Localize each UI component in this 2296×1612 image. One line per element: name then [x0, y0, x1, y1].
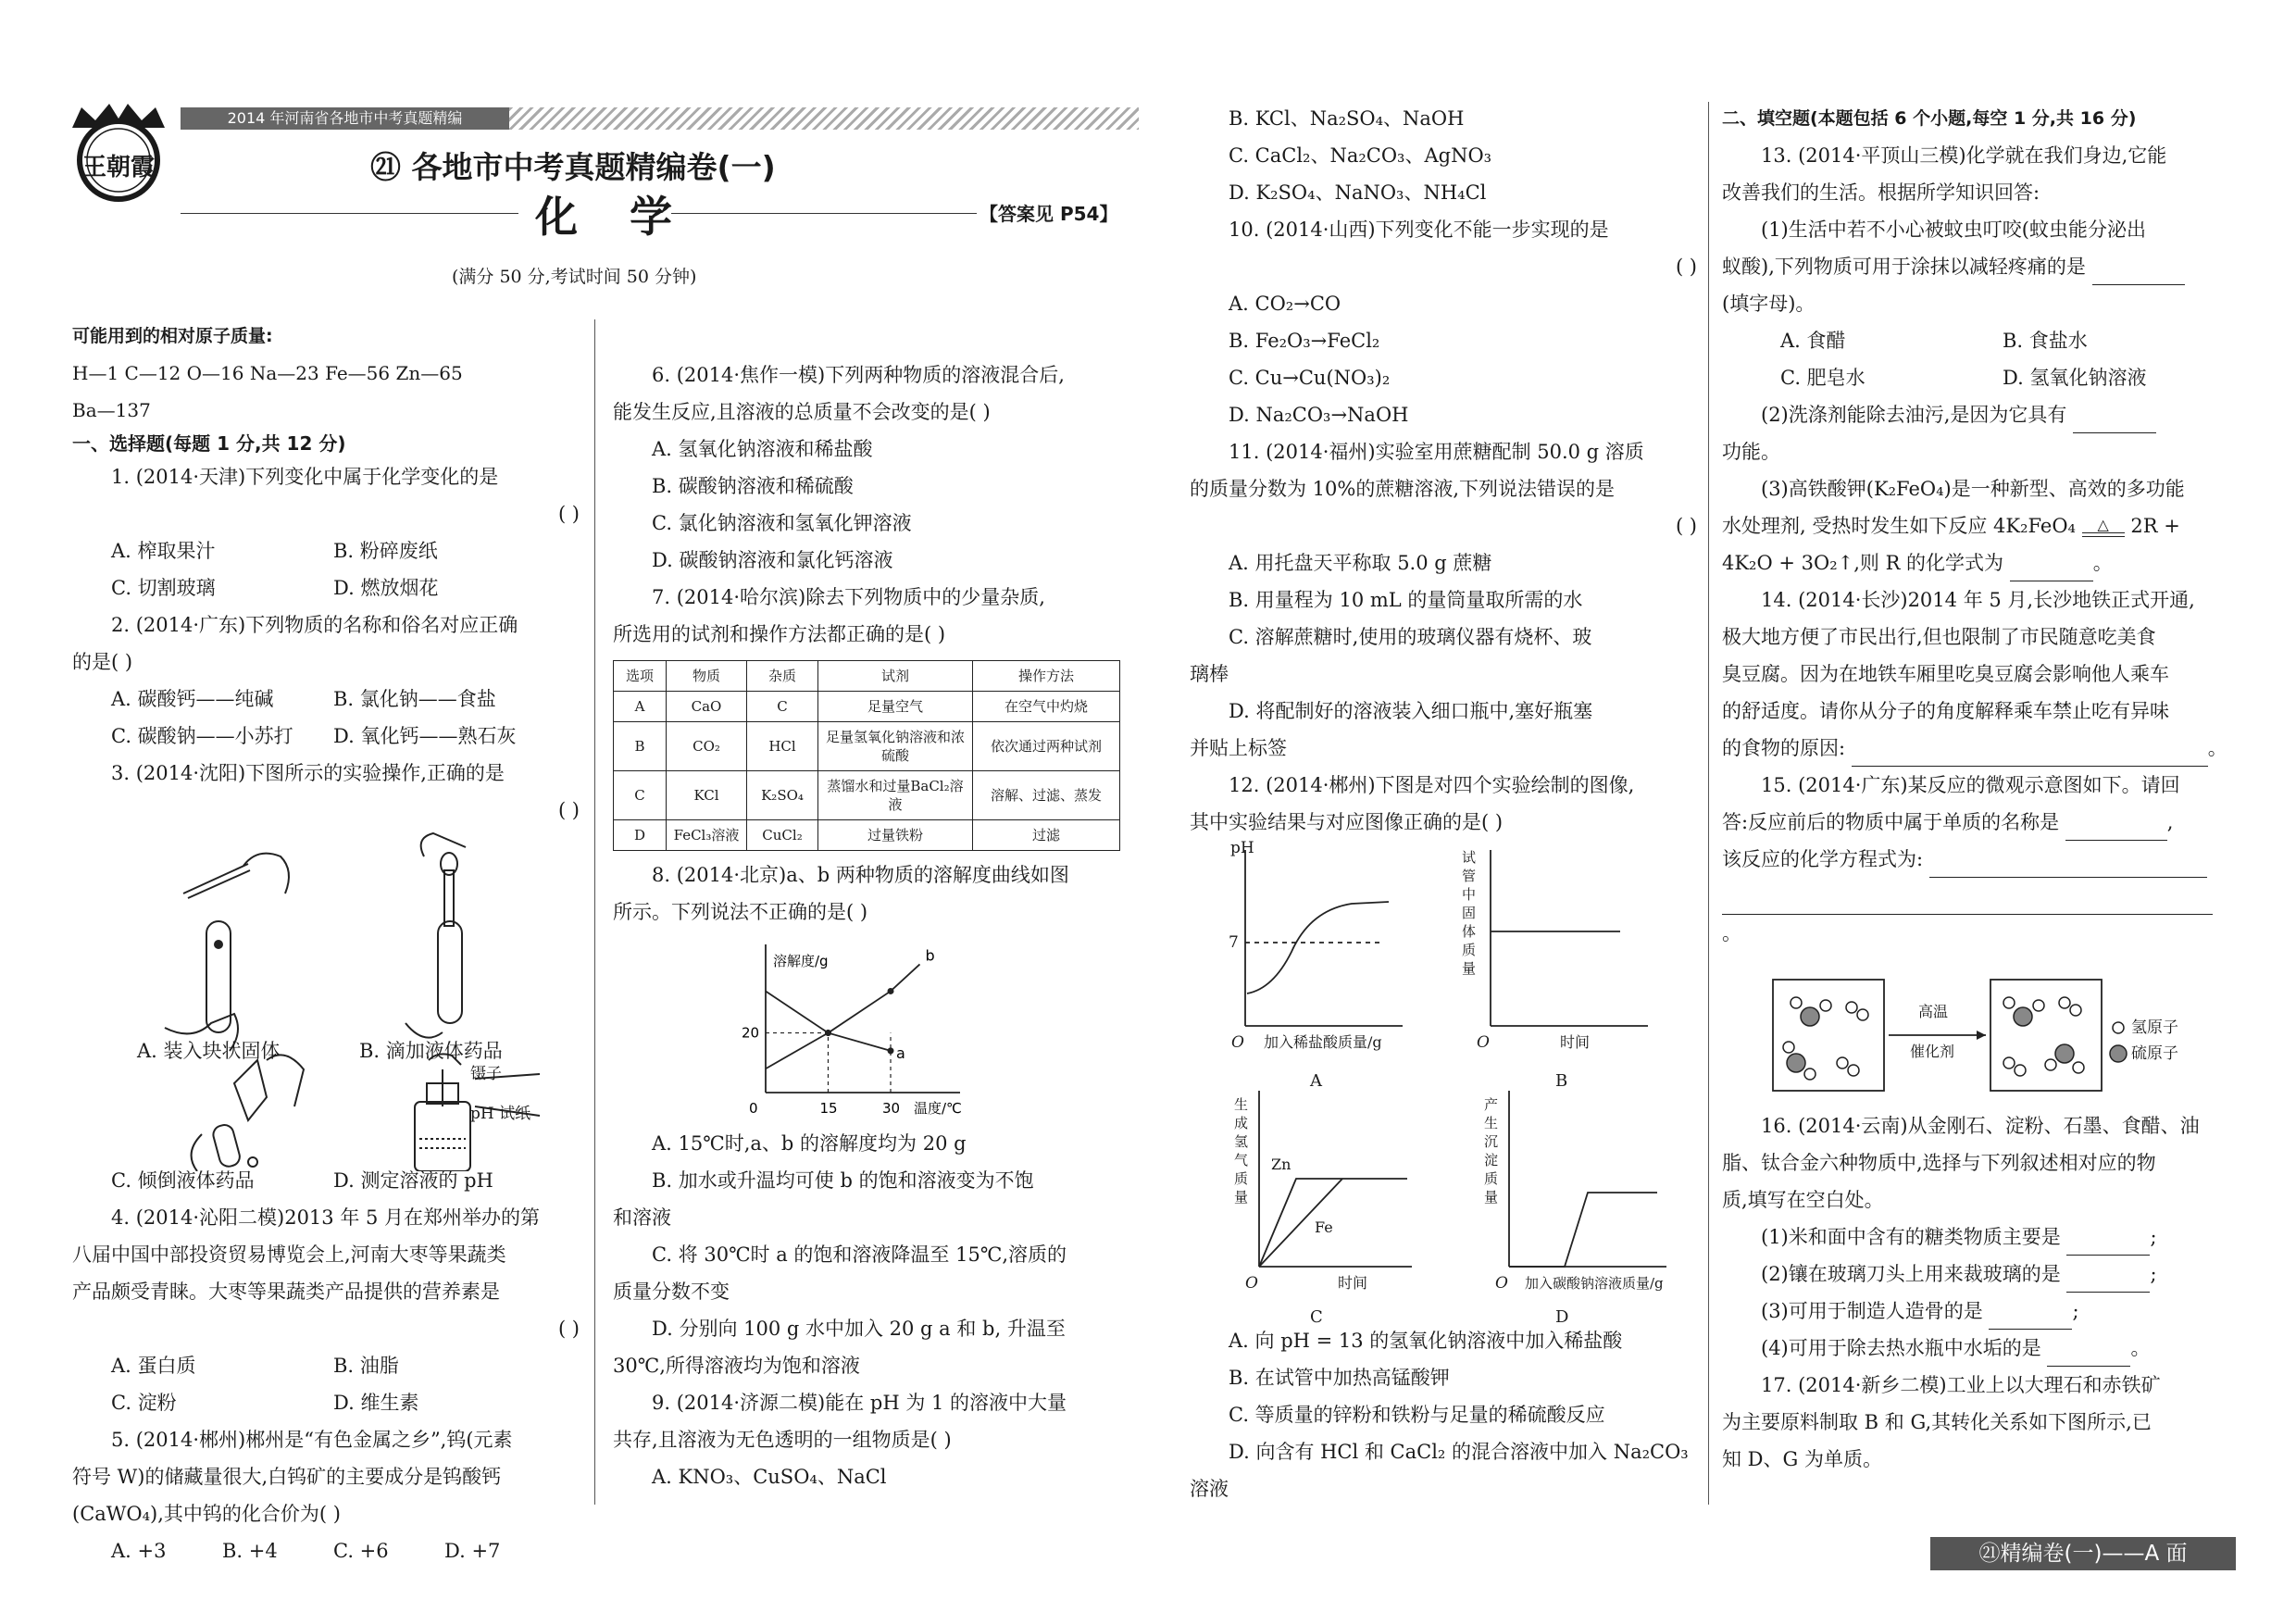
reaction-arrow: [2082, 518, 2125, 537]
options-row: [72, 1384, 580, 1421]
figure-caption: D. 测定溶液的 pH: [333, 1169, 493, 1192]
data-point-a: [888, 1047, 894, 1054]
question-5: 5. (2014·郴州)郴州是“有色金属之乡”,钨(元素: [111, 1429, 513, 1451]
table-cell: 过量铁粉: [818, 820, 973, 851]
options-row: [72, 1532, 580, 1569]
options-row: [72, 569, 580, 606]
option: C. CaCl₂、Na₂CO₃、AgNO₃: [1229, 144, 1492, 167]
question-4: 4. (2014·沁阳二模)2013 年 5 月在郑州举办的第: [111, 1206, 541, 1229]
heat-symbol: △: [2097, 516, 2109, 533]
solubility-chart-svg: [613, 931, 1120, 1125]
question-11: 11. (2014·福州)实验室用蔗糖配制 50.0 g 溶质: [1229, 441, 1644, 463]
series-label-b: b: [925, 946, 935, 965]
question-7: 7. (2014·哈尔滨)除去下列物质中的少量杂质,: [652, 586, 1045, 608]
table-cell: 依次通过两种试剂: [973, 722, 1120, 771]
option-cont: 溶液: [1190, 1478, 1229, 1500]
graph-a-caption: A: [1310, 1071, 1322, 1091]
table-cell: CaO: [667, 692, 747, 722]
question-12: 12. (2014·郴州)下图是对四个实验绘制的图像,: [1229, 774, 1635, 796]
answer-paren: ( ): [557, 503, 580, 525]
question-14-cont: 臭豆腐。因为在地铁车厢里吃臭豆腐会影响他人乘车: [1722, 663, 2169, 685]
option: C. 等质量的锌粉和铁粉与足量的稀硫酸反应: [1229, 1404, 1605, 1426]
options-row: [72, 718, 580, 755]
figure-caption: B. 滴加液体药品: [359, 1040, 503, 1062]
molecule-h2: [1846, 1002, 1868, 1020]
molecule-h2s: [1783, 1042, 1816, 1080]
option: C. Cu→Cu(NO₃)₂: [1229, 367, 1391, 389]
table-header: 试剂: [818, 661, 973, 692]
column-divider: [594, 319, 595, 1505]
section-heading: 一、选择题(每题 1 分,共 12 分): [72, 432, 346, 455]
option: C. 淀粉: [111, 1392, 177, 1414]
question-4-cont: 八届中国中部投资贸易博览会上,河南大枣等果蔬类: [72, 1243, 506, 1266]
question-13: 13. (2014·平顶山三模)化学就在我们身边,它能: [1761, 144, 2167, 167]
option: B. Fe₂O₃→FeCl₂: [1229, 330, 1380, 352]
option: D. Na₂CO₃→NaOH: [1229, 404, 1409, 426]
atomic-mass-line: H—1 C—12 O—16 Na—23 Fe—56 Zn—65: [72, 362, 463, 384]
option: B. 用量程为 10 mL 的量筒量取所需的水: [1229, 589, 1583, 611]
question-6-cont: 能发生反应,且溶液的总质量不会改变的是( ): [613, 401, 991, 423]
question-15-cont: 该反应的化学方程式为:: [1722, 841, 2229, 878]
question-16-4: (4)可用于除去热水瓶中水垢的是 。: [1722, 1330, 2229, 1367]
table-cell: B: [614, 722, 667, 771]
option: A. 用托盘天平称取 5.0 g 蔗糖: [1229, 552, 1492, 574]
option: C. 溶解蔗糖时,使用的玻璃仪器有烧杯、玻: [1229, 626, 1592, 648]
graph-c-zn-label: Zn: [1271, 1156, 1292, 1173]
option-cont: 质量分数不变: [613, 1281, 730, 1303]
options-row: [72, 1347, 580, 1384]
table-row: [614, 692, 1120, 722]
graph-c-caption: C: [1310, 1307, 1323, 1327]
question-16-3: (3)可用于制造人造骨的是 ;: [1722, 1293, 2229, 1330]
reaction-condition-top: 高温: [1918, 1003, 1949, 1020]
column-4: [1722, 100, 2229, 1478]
option: C. 切割玻璃: [111, 577, 216, 599]
table-header: 物质: [667, 661, 747, 692]
answer-blank: [1852, 747, 2208, 767]
molecule-h2: [2059, 997, 2081, 1016]
legend-label: 硫原子: [2131, 1044, 2178, 1063]
question-9: 9. (2014·济源二模)能在 pH 为 1 的溶液中大量: [652, 1392, 1067, 1414]
section-heading: 二、填空题(本题包括 6 个小题,每空 1 分,共 16 分): [1722, 108, 2137, 129]
option: C. 将 30℃时 a 的饱和溶液降温至 15℃,溶质的: [652, 1243, 1067, 1266]
option: D. 向含有 HCl 和 CaCl₂ 的混合溶液中加入 Na₂CO₃: [1229, 1441, 1689, 1463]
option: D. 将配制好的溶液装入细口瓶中,塞好瓶塞: [1229, 700, 1593, 722]
logo-text: 王朝霞: [81, 154, 155, 181]
figure-label: pH 试纸: [470, 1105, 531, 1123]
table-cell: KCl: [667, 771, 747, 820]
graph-c-origin: O: [1245, 1274, 1258, 1293]
option: A. KNO₃、CuSO₄、NaCl: [652, 1466, 887, 1488]
graph-c-zn-line: [1259, 1179, 1407, 1267]
option: D. +7: [444, 1540, 501, 1562]
figure-label: 镊子: [470, 1065, 502, 1083]
question-14-cont: 的食物的原因: 。: [1722, 730, 2229, 767]
option: B. 氯化钠——食盐: [333, 688, 496, 710]
table-cell: CuCl₂: [747, 820, 818, 851]
table-row: [614, 820, 1120, 851]
question-14: 14. (2014·长沙)2014 年 5 月,长沙地铁正式开通,: [1761, 589, 2195, 611]
molecule-h2s: [2045, 1044, 2084, 1073]
reaction-condition-bottom: 催化剂: [1910, 1043, 1955, 1060]
question-5-cont: (CaWO₄),其中钨的化合价为( ): [72, 1503, 341, 1525]
molecule-h2: [2003, 1057, 2026, 1076]
question-17-cont: 知 D、G 为单质。: [1722, 1448, 1882, 1470]
option: D. 氧化钙——熟石灰: [333, 725, 517, 747]
molecule-h2: [1837, 1057, 1859, 1076]
answer-blank: [2065, 821, 2167, 841]
table-cell: A: [614, 692, 667, 722]
graph-c-xlabel: 时间: [1338, 1274, 1368, 1292]
question-15: 15. (2014·广东)某反应的微观示意图如下。请回: [1761, 774, 2180, 796]
option-cont: 并贴上标签: [1190, 737, 1287, 759]
experiment-graphs-svg: [1190, 841, 1697, 1322]
answer-paren: ( ): [557, 799, 580, 821]
molecule-h2s: [2003, 997, 2044, 1026]
option: B. +4: [222, 1540, 278, 1562]
question-9-cont: 共存,且溶液为无色透明的一组物质是( ): [613, 1429, 952, 1451]
answer-blank: [2010, 562, 2093, 581]
question-8: 8. (2014·北京)a、b 两种物质的溶解度曲线如图: [652, 864, 1069, 886]
option: D. K₂SO₄、NaNO₃、NH₄Cl: [1229, 181, 1487, 204]
answer-paren: ( ): [557, 1318, 580, 1340]
impurity-table: [613, 660, 1120, 851]
graph-a-xlabel: 加入稀盐酸质量/g: [1264, 1033, 1382, 1051]
table-cell: C: [747, 692, 818, 722]
option: B. 粉碎废纸: [333, 540, 438, 562]
question-16: 16. (2014·云南)从金刚石、淀粉、石墨、食醋、油: [1761, 1115, 2200, 1137]
option: A. CO₂→CO: [1229, 293, 1341, 315]
option: C. +6: [333, 1540, 389, 1562]
option: D. 氢氧化钠溶液: [2003, 367, 2147, 389]
option: B. 碳酸钠溶液和稀硫酸: [652, 475, 854, 497]
reaction-diagram: [1722, 961, 2229, 1100]
experiment-graphs: [1190, 839, 1697, 1327]
figure-a-tweezers-tube: [165, 854, 289, 1051]
question-10: 10. (2014·山西)下列变化不能一步实现的是: [1229, 219, 1609, 241]
table-cell: D: [614, 820, 667, 851]
option: D. 碳酸钠溶液和氯化钙溶液: [652, 549, 893, 571]
chart-y-tick-label: 20: [742, 1024, 760, 1042]
table-header: 杂质: [747, 661, 818, 692]
question-5-cont: 符号 W)的储藏量很大,白钨矿的主要成分是钨酸钙: [72, 1466, 502, 1488]
header-banner: [181, 107, 509, 130]
question-13-1: (1)生活中若不小心被蚊虫叮咬(蚊虫能分泌出: [1761, 219, 2146, 241]
option: B. KCl、Na₂SO₄、NaOH: [1229, 107, 1465, 130]
table-cell: 在空气中灼烧: [973, 692, 1120, 722]
atomic-mass-heading: 可能用到的相对原子质量:: [72, 326, 273, 346]
chart-xlabel: 温度/℃: [914, 1100, 962, 1117]
option: B. 在试管中加热高锰酸钾: [1229, 1367, 1450, 1389]
option-cont: 30℃,所得溶液均为饱和溶液: [613, 1355, 860, 1377]
table-cell: 足量氢氧化钠溶液和浓硫酸: [818, 722, 973, 771]
molecule-h2s: [1791, 997, 1831, 1026]
graph-c-ylabel: 生成氢气质量: [1234, 1096, 1249, 1206]
option: A. 15℃时,a、b 的溶解度均为 20 g: [652, 1132, 967, 1155]
page-title: [370, 144, 776, 187]
graph-d-caption: D: [1555, 1307, 1569, 1327]
graph-d-line: [1509, 1193, 1657, 1267]
question-16-cont: 脂、钛合金六种物质中,选择与下列叙述相对应的物: [1722, 1152, 2156, 1174]
question-13-3-cont: 水处理剂, 受热时发生如下反应 4K₂FeO₄ △ 2R +: [1722, 515, 2180, 537]
answer-blank: [1989, 1310, 2072, 1330]
legend-sulfur: [2110, 1045, 2127, 1062]
graph-b-xlabel: 时间: [1560, 1033, 1591, 1051]
option: D. 分别向 100 g 水中加入 20 g a 和 b, 升温至: [652, 1318, 1066, 1340]
graph-a-ph7-label: 7: [1229, 933, 1239, 952]
question-13-1-cont: 蚁酸),下列物质可用于涂抹以减轻疼痛的是: [1722, 248, 2229, 285]
table-row: [614, 771, 1120, 820]
banner-text: 2014 年河南省各地市中考真题精编: [227, 109, 463, 127]
table-cell: 蒸馏水和过量BaCl₂溶液: [818, 771, 973, 820]
option-cont: 和溶液: [613, 1206, 671, 1229]
question-15-cont: 答:反应前后的物质中属于单质的名称是 ,: [1722, 804, 2229, 841]
answer-blank: [2047, 1347, 2130, 1367]
graph-d-xlabel: 加入碳酸钠溶液质量/g: [1525, 1275, 1664, 1292]
answer-reference: 【答案见 P54】: [980, 203, 1118, 225]
table-cell: CO₂: [667, 722, 747, 771]
question-13-cont: 改善我们的生活。根据所学知识回答:: [1722, 181, 2040, 204]
graph-a-curve: [1247, 902, 1389, 993]
question-13-2: (2)洗涤剂能除去油污,是因为它具有: [1722, 396, 2229, 433]
graph-b-ylabel: 试管中固体质量: [1462, 849, 1477, 977]
figure-b-dropper-tube: [406, 833, 466, 1038]
title-rule-left: [181, 213, 518, 214]
option-cont: 璃棒: [1190, 663, 1229, 685]
question-3: 3. (2014·沈阳)下图所示的实验操作,正确的是: [111, 762, 505, 784]
question-16-cont: 质,填写在空白处。: [1722, 1189, 1884, 1211]
question-13-1-cont: (填字母)。: [1722, 293, 1816, 315]
graph-d-origin: O: [1495, 1274, 1508, 1293]
subject-title: 化 学: [535, 192, 692, 242]
options-row: [1722, 322, 2229, 359]
column-divider: [1708, 102, 1709, 1505]
answer-paren: ( ): [1675, 256, 1697, 278]
chart-x-tick-label: 15: [819, 1100, 838, 1117]
question-16-2: (2)镶在玻璃刀头上用来裁玻璃的是 ;: [1722, 1256, 2229, 1293]
option: A. 榨取果汁: [111, 540, 216, 562]
data-point-b: [888, 988, 894, 994]
figure-caption: C. 倾倒液体药品: [111, 1169, 255, 1192]
graph-a-ylabel: pH: [1230, 839, 1254, 857]
answer-paren: ( ): [1675, 515, 1697, 537]
exam-info: (满分 50 分,考试时间 50 分钟): [452, 267, 697, 287]
question-8-cont: 所示。下列说法不正确的是( ): [613, 901, 868, 923]
footer-label: ㉑精编卷(一)——A 面: [1930, 1537, 2236, 1570]
option: A. 碳酸钙——纯碱: [111, 688, 274, 710]
table-row: [614, 722, 1120, 771]
table-cell: 过滤: [973, 820, 1120, 851]
graph-c-fe-label: Fe: [1315, 1218, 1333, 1236]
table-cell: 足量空气: [818, 692, 973, 722]
column-2: [613, 356, 1120, 1495]
question-14-cont: 的舒适度。请你从分子的角度解释乘车禁止吃有异味: [1722, 700, 2169, 722]
title-rule-right: [671, 213, 977, 214]
option: B. 食盐水: [2003, 330, 2088, 352]
option: D. 燃放烟花: [333, 577, 439, 599]
chart-origin: 0: [749, 1100, 758, 1117]
question-2-cont: 的是( ): [72, 651, 133, 673]
column-3: [1190, 100, 1697, 1507]
graph-b-caption: B: [1555, 1071, 1568, 1091]
question-6: 6. (2014·焦作一模)下列两种物质的溶液混合后,: [652, 364, 1065, 386]
graph-b-origin: O: [1477, 1033, 1490, 1052]
answer-blank: [1929, 858, 2207, 878]
series-line-a: [766, 991, 891, 1050]
option: D. 维生素: [333, 1392, 419, 1414]
answer-blank: [2073, 414, 2156, 433]
question-14-cont: 极大地方便了市民出行,但也限制了市民随意吃美食: [1722, 626, 2156, 648]
table-cell: FeCl₃溶液: [667, 820, 747, 851]
solubility-chart: [613, 931, 1120, 1125]
question-17: 17. (2014·新乡二模)工业上以大理石和赤铁矿: [1761, 1374, 2161, 1396]
title-number: ㉑: [370, 149, 401, 185]
option: A. 蛋白质: [111, 1355, 196, 1377]
option: A. 氢氧化钠溶液和稀盐酸: [652, 438, 873, 460]
options-row: [72, 532, 580, 569]
options-row: [72, 681, 580, 718]
answer-blank: [2066, 1273, 2150, 1293]
graph-a-origin: O: [1231, 1033, 1244, 1052]
question-11-cont: 的质量分数为 10%的蔗糖溶液,下列说法错误的是: [1190, 478, 1616, 500]
table-header-row: [614, 661, 1120, 692]
question-13-2-cont: 功能。: [1722, 441, 1780, 463]
table-header: 操作方法: [973, 661, 1120, 692]
option: A. +3: [111, 1540, 167, 1562]
lab-figures: [72, 829, 580, 1171]
title-text: 各地市中考真题精编卷(一): [411, 149, 776, 185]
question-12-cont: 其中实验结果与对应图像正确的是( ): [1190, 811, 1504, 833]
answer-blank: [2092, 266, 2185, 285]
banner-stripes: [509, 107, 1139, 130]
option: C. 氯化钠溶液和氢氧化钾溶液: [652, 512, 912, 534]
question-13-3: (3)高铁酸钾(K₂FeO₄)是一种新型、高效的多功能: [1761, 478, 2185, 500]
answer-blank: [2066, 1236, 2150, 1256]
option: C. 碳酸钠——小苏打: [111, 725, 293, 747]
chart-x-tick-label: 30: [882, 1100, 901, 1117]
figure-c-pouring: [192, 1055, 304, 1171]
question-4-cont: 产品颇受青睐。大枣等果蔬类产品提供的营养素是: [72, 1281, 500, 1303]
option: B. 加水或升温均可使 b 的饱和溶液变为不饱: [652, 1169, 1034, 1192]
figure-caption: A. 装入块状固体: [137, 1040, 281, 1062]
question-13-3-cont: 4K₂O + 3O₂↑,则 R 的化学式为 。: [1722, 544, 2229, 581]
option: A. 向 pH = 13 的氢氧化钠溶液中加入稀盐酸: [1229, 1330, 1623, 1352]
table-header: 选项: [614, 661, 667, 692]
data-point-b: [825, 1030, 831, 1036]
table-cell: 溶解、过滤、蒸发: [973, 771, 1120, 820]
option: C. 肥皂水: [1780, 367, 1866, 389]
question-2: 2. (2014·广东)下列物质的名称和俗名对应正确: [111, 614, 518, 636]
atomic-mass-line: Ba—137: [72, 399, 151, 421]
table-cell: HCl: [747, 722, 818, 771]
answer-line: 。: [1722, 878, 2229, 952]
column-1: [72, 318, 580, 1569]
question-1: 1. (2014·天津)下列变化中属于化学变化的是: [111, 466, 499, 488]
question-17-cont: 为主要原料制取 B 和 G,其转化关系如下图所示,已: [1722, 1411, 2152, 1433]
option: A. 食醋: [1780, 330, 1846, 352]
answer-blank: [1722, 895, 2213, 915]
chart-ylabel: 溶解度/g: [773, 953, 829, 969]
logo: [63, 100, 174, 202]
question-16-1: (1)米和面中含有的糖类物质主要是 ;: [1722, 1218, 2229, 1256]
option: B. 油脂: [333, 1355, 399, 1377]
legend-hydrogen: [2113, 1022, 2124, 1033]
table-cell: C: [614, 771, 667, 820]
question-7-cont: 所选用的试剂和操作方法都正确的是( ): [613, 623, 946, 645]
graph-d-ylabel: 产生沉淀质量: [1484, 1096, 1499, 1206]
legend-label: 氢原子: [2131, 1018, 2178, 1037]
table-cell: K₂SO₄: [747, 771, 818, 820]
options-row: [1722, 359, 2229, 396]
series-label-a: a: [896, 1043, 905, 1062]
